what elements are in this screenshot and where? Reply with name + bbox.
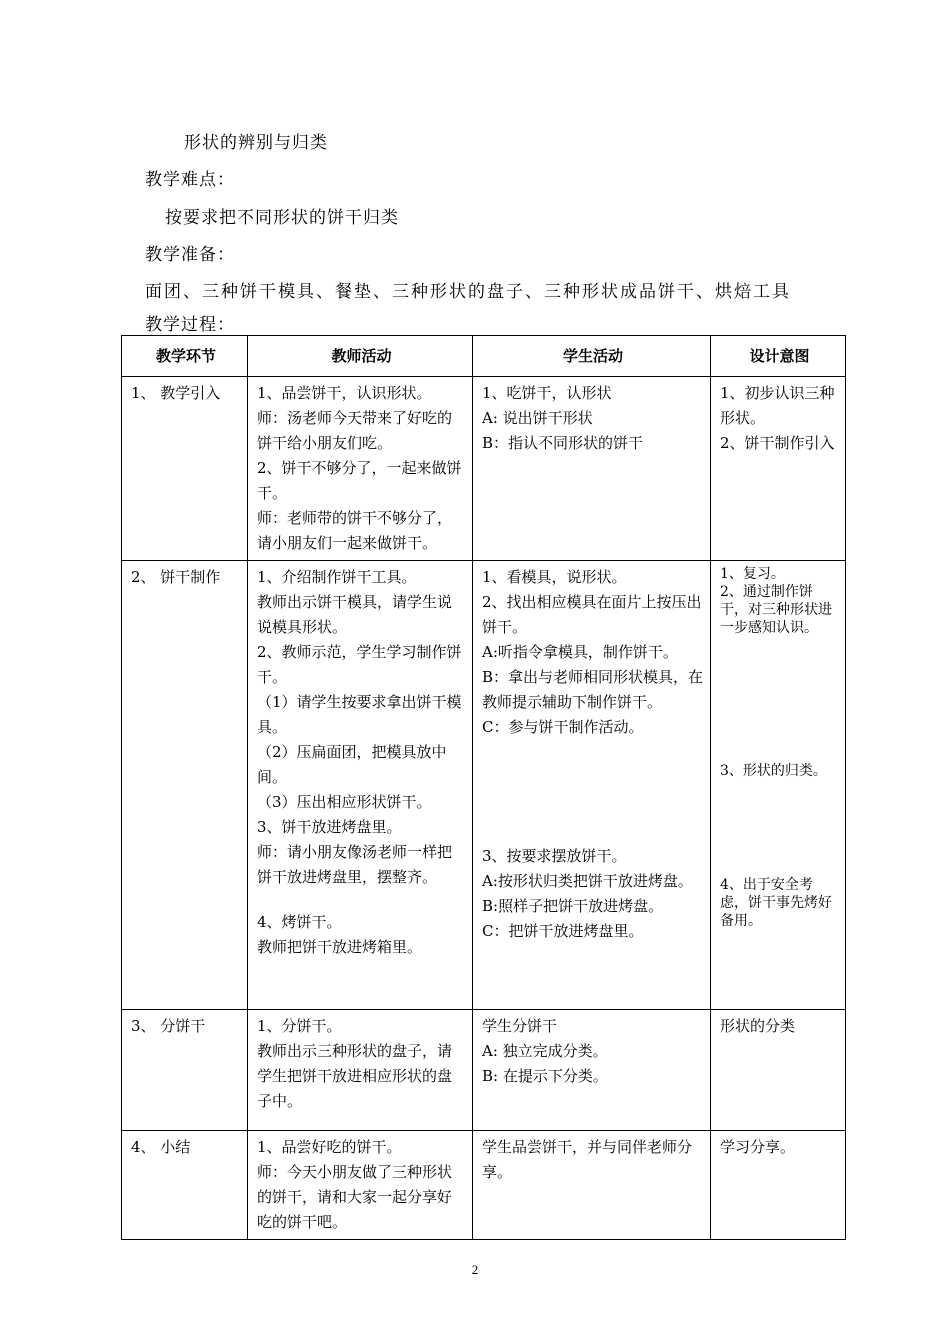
intent-line: 1、初步认识三种形状。	[720, 384, 835, 427]
teacher-line: 教师出示饼干模具，请学生说说模具形状。	[257, 593, 453, 636]
table-header-row	[122, 336, 846, 377]
student-line: 1、吃饼干，认形状	[482, 384, 612, 402]
lesson-plan-table	[121, 335, 846, 1240]
stage-cell	[122, 1010, 248, 1131]
student-line: A: 说出饼干形状	[482, 409, 593, 427]
difficulty-heading: 教学难点：	[145, 170, 235, 190]
student-cell	[473, 1131, 711, 1240]
student-line: A:听指令拿模具，制作饼干。	[482, 643, 678, 661]
intent-cell	[711, 1131, 846, 1240]
student-line: B: 在提示下分类。	[482, 1067, 608, 1085]
student-line: B：拿出与老师相同形状模具，在教师提示辅助下制作饼干。	[482, 668, 704, 711]
header-stage: 教学环节	[122, 336, 248, 377]
stage-text: 3、 分饼干	[131, 1017, 206, 1035]
intent-line: 2、通过制作饼干，对三种形状进一步感知认识。	[720, 584, 832, 636]
intent-line: 3、形状的归类。	[720, 763, 827, 779]
student-line: 学生品尝饼干，并与同伴老师分享。	[482, 1138, 693, 1181]
table-row	[122, 1010, 846, 1131]
header-intent: 设计意图	[711, 336, 846, 377]
teacher-line: 1、介绍制作饼干工具。	[257, 568, 417, 586]
header-teacher: 教师活动	[248, 336, 473, 377]
intro-key-point: 形状的辨别与归类	[184, 133, 328, 153]
student-line: 2、找出相应模具在面片上按压出饼干。	[482, 593, 702, 636]
table-row	[122, 561, 846, 1010]
student-line: A: 独立完成分类。	[482, 1042, 608, 1060]
teacher-line: （2）压扁面团，把模具放中间。	[257, 743, 447, 786]
stage-cell	[122, 377, 248, 561]
teacher-line: 1、分饼干。	[257, 1017, 342, 1035]
intent-line: 2、饼干制作引入	[720, 434, 835, 452]
intent-cell	[711, 377, 846, 561]
student-line: B:照样子把饼干放进烤盘。	[482, 897, 664, 915]
teacher-line: 2、教师示范，学生学习制作饼干。	[257, 643, 462, 686]
teacher-line: （3）压出相应形状饼干。	[257, 793, 432, 811]
teacher-line: 1、品尝饼干，认识形状。	[257, 384, 432, 402]
teacher-line: 师：今天小朋友做了三种形状的饼干，请和大家一起分享好吃的饼干吧。	[257, 1163, 453, 1231]
teacher-line: 教师出示三种形状的盘子，请学生把饼干放进相应形状的盘子中。	[257, 1042, 453, 1110]
teacher-line: 师：老师带的饼干不够分了，请小朋友们一起来做饼干。	[257, 509, 453, 552]
teacher-cell	[248, 377, 473, 561]
stage-text: 2、 饼干制作	[131, 568, 221, 586]
difficulty-text: 按要求把不同形状的饼干归类	[165, 208, 399, 228]
stage-cell	[122, 1131, 248, 1240]
teacher-line: 师：汤老师今天带来了好吃的饼干给小朋友们吃。	[257, 409, 453, 452]
student-cell	[473, 1010, 711, 1131]
intent-line: 4、出于安全考虑，饼干事先烤好备用。	[720, 877, 832, 929]
page-number: 2	[471, 1262, 479, 1277]
teacher-line: 教师把饼干放进烤箱里。	[257, 938, 423, 956]
teacher-line: 师：请小朋友像汤老师一样把饼干放进烤盘里，摆整齐。	[257, 843, 453, 886]
preparation-heading: 教学准备：	[145, 245, 235, 265]
intent-line: 学习分享。	[720, 1138, 796, 1156]
preparation-text: 面团、三种饼干模具、餐垫、三种形状的盘子、三种形状成品饼干、烘焙工具	[145, 282, 791, 302]
stage-text: 4、 小结	[131, 1138, 191, 1156]
table-row	[122, 1131, 846, 1240]
student-cell	[473, 377, 711, 561]
intent-line: 1、复习。	[720, 566, 785, 582]
intent-cell	[711, 1010, 846, 1131]
stage-cell	[122, 561, 248, 1010]
teacher-line: 1、品尝好吃的饼干。	[257, 1138, 402, 1156]
teacher-line: 4、烤饼干。	[257, 913, 342, 931]
student-line: 1、看模具，说形状。	[482, 568, 627, 586]
teacher-cell	[248, 1010, 473, 1131]
student-line: 3、按要求摆放饼干。	[482, 847, 627, 865]
student-line: B：指认不同形状的饼干	[482, 434, 644, 452]
teacher-line: （1）请学生按要求拿出饼干模具。	[257, 693, 462, 736]
process-heading: 教学过程：	[145, 315, 235, 335]
intent-line: 形状的分类	[720, 1017, 796, 1035]
student-line: A:按形状归类把饼干放进烤盘。	[482, 872, 693, 890]
teacher-cell	[248, 561, 473, 1010]
teacher-line: 3、饼干放进烤盘里。	[257, 818, 402, 836]
student-line: 学生分饼干	[482, 1017, 558, 1035]
student-cell	[473, 561, 711, 1010]
header-student: 学生活动	[473, 336, 711, 377]
intent-cell	[711, 561, 846, 1010]
student-line: C：参与饼干制作活动。	[482, 718, 644, 736]
student-line: C：把饼干放进烤盘里。	[482, 922, 644, 940]
teacher-cell	[248, 1131, 473, 1240]
table-row	[122, 377, 846, 561]
stage-text: 1、 教学引入	[131, 384, 221, 402]
teacher-line: 2、饼干不够分了，一起来做饼干。	[257, 459, 462, 502]
